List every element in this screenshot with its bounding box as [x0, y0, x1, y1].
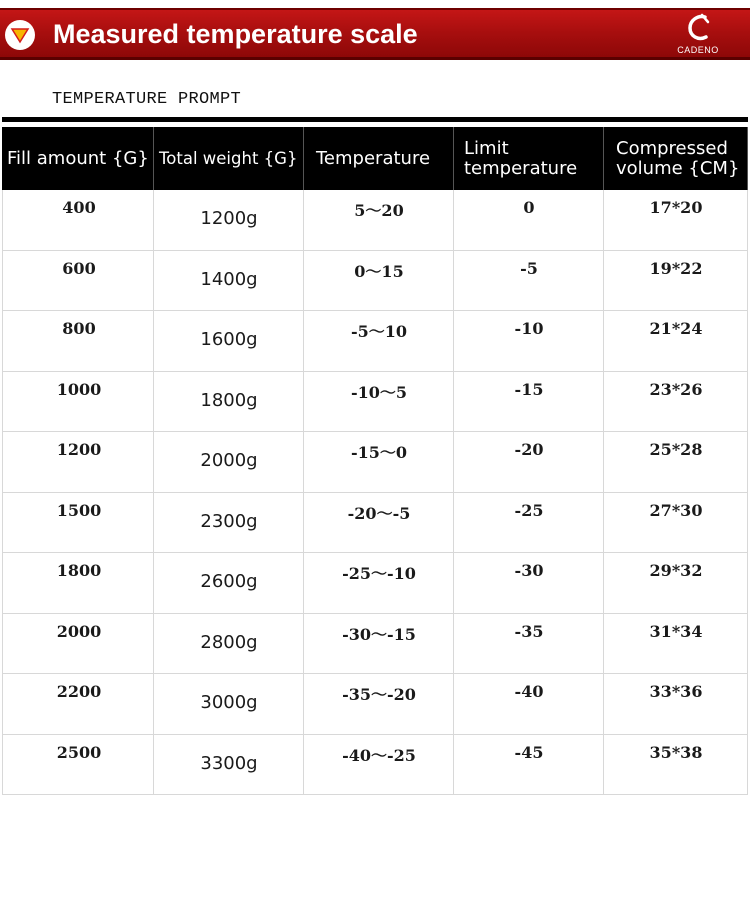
- cell-temperature-value: -30～-15: [342, 624, 416, 644]
- cell-total-weight: [154, 311, 304, 371]
- cell-temperature-value: -20～-5: [347, 503, 411, 523]
- cell-compressed-volume-value: 31*34: [649, 621, 703, 641]
- table-row: [2, 311, 748, 372]
- cell-limit-temperature: [454, 553, 604, 613]
- cell-fill-amount: [2, 735, 154, 795]
- table-row: [2, 493, 748, 554]
- cell-total-weight-value: 2000g: [200, 450, 258, 471]
- cell-total-weight-value: 3000g: [200, 692, 258, 713]
- cell-limit-temperature-value: 0: [523, 198, 535, 217]
- cell-temperature: [304, 674, 454, 734]
- cell-temperature: [304, 190, 454, 250]
- cell-compressed-volume: [604, 432, 748, 492]
- table-row: [2, 251, 748, 312]
- cell-total-weight-value: 2600g: [200, 571, 258, 592]
- cell-total-weight: [154, 493, 304, 553]
- cell-temperature: [304, 311, 454, 371]
- cell-limit-temperature-value: -35: [514, 621, 544, 641]
- cell-limit-temperature-value: -30: [514, 561, 544, 580]
- cell-total-weight: [154, 372, 304, 432]
- header-compressed-volume: Compressed volume {CM}: [604, 127, 748, 190]
- brand-name: CADENO: [677, 45, 719, 55]
- table-row: [2, 735, 748, 796]
- cell-total-weight: [154, 251, 304, 311]
- cell-fill-amount: [2, 432, 154, 492]
- cell-fill-amount-value: 2500: [56, 742, 102, 762]
- cell-total-weight-value: 2800g: [200, 631, 258, 653]
- cell-limit-temperature: [454, 190, 604, 250]
- cell-temperature: [304, 493, 454, 553]
- brand-logo: [668, 13, 728, 57]
- cell-limit-temperature: [454, 372, 604, 432]
- cell-temperature: [304, 432, 454, 492]
- cell-compressed-volume-value: 35*38: [649, 742, 703, 762]
- cell-compressed-volume-value: 33*36: [649, 682, 703, 701]
- cell-limit-temperature: [454, 735, 604, 795]
- cell-compressed-volume: [604, 735, 748, 795]
- cell-temperature-value: 0～15: [354, 261, 404, 281]
- table-row: [2, 190, 748, 251]
- header-temperature: Temperature: [304, 127, 454, 190]
- cell-total-weight: [154, 735, 304, 795]
- cell-temperature: [304, 251, 454, 311]
- cell-total-weight: [154, 674, 304, 734]
- header-fill-amount: Fill amount {G}: [2, 127, 154, 190]
- cell-total-weight: [154, 614, 304, 674]
- divider: [2, 117, 748, 122]
- cell-temperature-value: -40～-25: [342, 745, 416, 765]
- temperature-table: [2, 127, 748, 795]
- table-row: [2, 614, 748, 675]
- cell-compressed-volume-value: 21*24: [649, 319, 703, 338]
- cell-fill-amount: [2, 493, 154, 553]
- cell-limit-temperature: [454, 311, 604, 371]
- cell-compressed-volume-value: 27*30: [649, 500, 703, 520]
- cell-fill-amount: [2, 190, 154, 250]
- cell-temperature-value: -10～5: [350, 382, 408, 402]
- header-total-weight: Total weight {G}: [154, 127, 304, 190]
- cadeno-logo-icon: [684, 13, 712, 43]
- cell-total-weight: [154, 553, 304, 613]
- cell-temperature: [304, 735, 454, 795]
- cell-fill-amount: [2, 251, 154, 311]
- cell-compressed-volume: [604, 674, 748, 734]
- cell-compressed-volume: [604, 614, 748, 674]
- cell-temperature-value: -5～10: [350, 322, 408, 341]
- cell-temperature: [304, 553, 454, 613]
- cell-fill-amount: [2, 674, 154, 734]
- cell-limit-temperature-value: -15: [514, 379, 544, 399]
- cell-limit-temperature: [454, 614, 604, 674]
- cell-limit-temperature-value: -45: [514, 742, 544, 762]
- cell-limit-temperature: [454, 432, 604, 492]
- cell-total-weight: [154, 190, 304, 250]
- cell-total-weight-value: 1400g: [200, 268, 258, 290]
- cell-fill-amount-value: 2000: [56, 621, 102, 641]
- cell-fill-amount-value: 1800: [56, 561, 102, 580]
- cell-temperature-value: 5～20: [354, 201, 404, 220]
- cell-temperature: [304, 614, 454, 674]
- cell-fill-amount-value: 1000: [56, 379, 102, 399]
- cell-total-weight-value: 1600g: [200, 329, 258, 350]
- cell-fill-amount: [2, 614, 154, 674]
- table-row: [2, 372, 748, 433]
- table-body: [2, 190, 748, 795]
- cell-compressed-volume-value: 29*32: [649, 561, 703, 580]
- cell-limit-temperature: [454, 251, 604, 311]
- cell-compressed-volume: [604, 553, 748, 613]
- cell-total-weight-value: 3300g: [200, 752, 258, 774]
- cell-fill-amount: [2, 553, 154, 613]
- cell-fill-amount-value: 800: [62, 319, 96, 338]
- table-row: [2, 432, 748, 493]
- section-heading: TEMPERATURE PROMPT: [52, 90, 242, 109]
- cell-limit-temperature-value: -40: [514, 682, 544, 701]
- cell-compressed-volume: [604, 372, 748, 432]
- table-row: [2, 553, 748, 614]
- cell-limit-temperature: [454, 674, 604, 734]
- page-title: Measured temperature scale: [53, 19, 418, 49]
- header-limit-temperature: Limit temperature: [454, 127, 604, 190]
- cell-compressed-volume-value: 23*26: [649, 379, 703, 399]
- cell-temperature: [304, 372, 454, 432]
- cell-fill-amount: [2, 372, 154, 432]
- title-banner: [0, 8, 750, 60]
- cell-compressed-volume: [604, 251, 748, 311]
- cell-compressed-volume-value: 19*22: [649, 258, 703, 278]
- cell-compressed-volume: [604, 493, 748, 553]
- cell-temperature-value: -25～-10: [342, 564, 416, 583]
- cell-fill-amount-value: 1200: [56, 440, 102, 459]
- cell-limit-temperature-value: -25: [514, 500, 544, 520]
- cell-compressed-volume-value: 25*28: [649, 440, 703, 459]
- cell-fill-amount: [2, 311, 154, 371]
- cell-total-weight-value: 1800g: [200, 389, 258, 411]
- cell-compressed-volume-value: 17*20: [649, 198, 703, 217]
- cell-temperature-value: -15～0: [350, 443, 408, 462]
- cell-limit-temperature-value: -10: [514, 319, 544, 338]
- cell-fill-amount-value: 2200: [56, 682, 102, 701]
- cell-limit-temperature-value: -5: [520, 258, 538, 278]
- down-triangle-icon: [5, 20, 35, 50]
- cell-total-weight-value: 2300g: [200, 510, 258, 532]
- cell-total-weight-value: 1200g: [200, 208, 258, 229]
- cell-limit-temperature-value: -20: [514, 440, 544, 459]
- table-header: [2, 127, 748, 190]
- cell-compressed-volume: [604, 311, 748, 371]
- cell-limit-temperature: [454, 493, 604, 553]
- cell-fill-amount-value: 1500: [56, 500, 102, 520]
- cell-temperature-value: -35～-20: [342, 685, 416, 704]
- table-row: [2, 674, 748, 735]
- cell-fill-amount-value: 400: [62, 198, 96, 217]
- cell-compressed-volume: [604, 190, 748, 250]
- cell-fill-amount-value: 600: [62, 258, 96, 278]
- cell-total-weight: [154, 432, 304, 492]
